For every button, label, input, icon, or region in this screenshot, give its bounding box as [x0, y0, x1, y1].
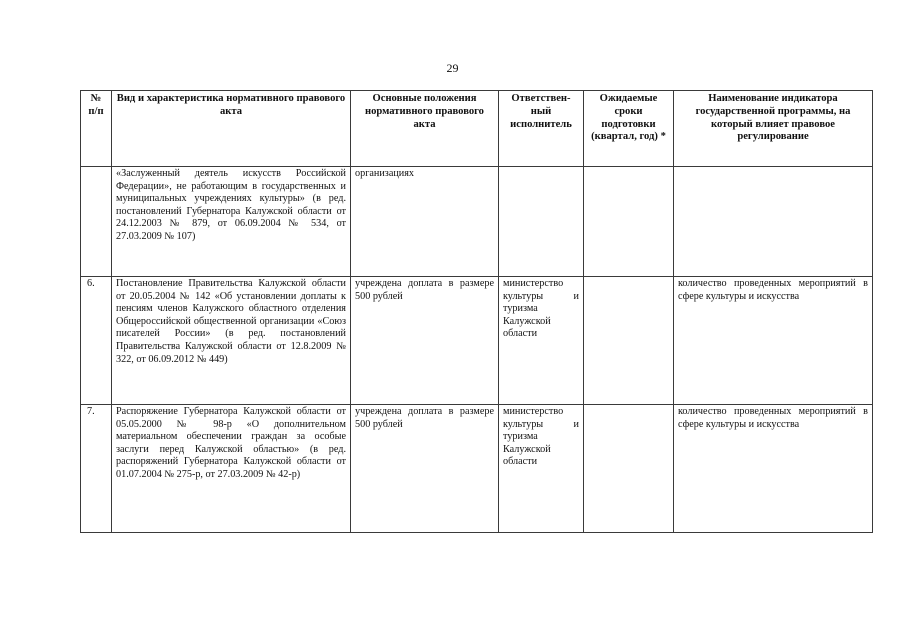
header-indicator: Наименование индикатора государственной программы, на который влияет правовое регулирование [674, 91, 873, 167]
cell-deadline [584, 167, 674, 277]
table-row [81, 277, 873, 405]
cell-provisions: организациях [351, 167, 499, 277]
table-row [81, 405, 873, 533]
header-provisions: Основные положения нормативного правового акта [351, 91, 499, 167]
table-header-row [81, 91, 873, 167]
regulatory-acts-table [80, 90, 873, 533]
header-deadline: Ожидаемые сроки подготовки (квартал, год) * [584, 91, 674, 167]
cell-executor [499, 167, 584, 277]
cell-indicator: количество проведенных мероприятий в сфере культуры и искусства [674, 405, 873, 533]
cell-num: 7. [81, 405, 112, 533]
cell-deadline [584, 277, 674, 405]
cell-act-type: Распоряжение Губернатора Калужской области от 05.05.2000 № 98-р «О дополнительном материальном обеспечении граждан за особые заслуги перед Калужской областью» (в ред. распоряжений Губернатора Калужской области от 01.07.2004 № 275-р, от 27.03.2009 № 42-р) [112, 405, 351, 533]
header-act-type: Вид и характеристика нормативного правового акта [112, 91, 351, 167]
cell-deadline [584, 405, 674, 533]
cell-executor: министерство культуры и туризма Калужской области [499, 277, 584, 405]
cell-indicator: количество проведенных мероприятий в сфере культуры и искусства [674, 277, 873, 405]
cell-act-type: Постановление Правительства Калужской области от 20.05.2004 № 142 «Об установлении доплаты к пенсиям членов Калужского областного отделения Общероссийской общественной организации «Союз писателей России» (в ред. постановлений Правительства Калужской области от 12.8.2009 № 322, от 06.09.2012 № 449) [112, 277, 351, 405]
header-executor: Ответствен-ный исполнитель [499, 91, 584, 167]
table-row [81, 167, 873, 277]
cell-num: 6. [81, 277, 112, 405]
cell-provisions: учреждена доплата в размере 500 рублей [351, 277, 499, 405]
cell-provisions: учреждена доплата в размере 500 рублей [351, 405, 499, 533]
cell-act-type: «Заслуженный деятель искусств Российской Федерации», не работающим в государственных и муниципальных учреждениях культуры» (в ред. постановлений Губернатора Калужской области от 24.12.2003 № 879, от 06.09.2004 № 534, от 27.03.2009 № 107) [112, 167, 351, 277]
page-number: 29 [446, 61, 459, 75]
cell-executor: министерство культуры и туризма Калужской области [499, 405, 584, 533]
cell-indicator [674, 167, 873, 277]
cell-num [81, 167, 112, 277]
header-num: № п/п [81, 91, 112, 167]
